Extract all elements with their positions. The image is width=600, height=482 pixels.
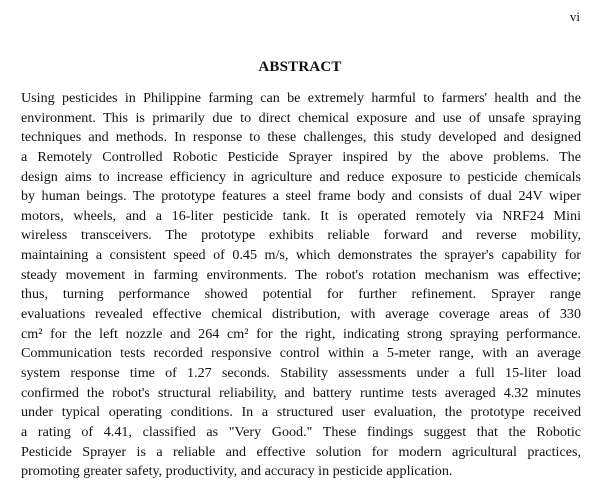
abstract-line: motors, wheels, and a 16-liter pesticide tank. It is operated remotely via NRF24 Mini — [21, 207, 581, 224]
abstract-line: Using pesticides in Philippine farming can be extremely harmful to farmers' health and the — [21, 90, 581, 106]
abstract-line: wireless transceivers. The prototype exhibits reliable forward and reverse mobility, — [21, 227, 581, 244]
abstract-line: a rating of 4.41, classified as "Very Good." These findings suggest that the Robotic — [21, 423, 581, 440]
abstract-line: maintaining a consistent speed of 0.45 m/s, which demonstrates the sprayer's capability for — [21, 247, 581, 264]
page-number: vi — [569, 9, 580, 24]
abstract-line: evaluations revealed effective chemical distribution, with average coverage areas of 330 — [21, 306, 581, 323]
abstract-line: Communication tests recorded responsive control within a 5-meter range, with an average — [21, 345, 581, 362]
abstract-line: by human beings. The prototype features a steel frame body and consists of dual 24V wiper — [21, 188, 581, 205]
abstract-line: steady movement in farming environments. The robot's rotation mechanism was effective; — [21, 266, 581, 283]
abstract-line: under typical operating conditions. In a structured user evaluation, the prototype received — [21, 404, 581, 421]
abstract-line: techniques and methods. In response to these challenges, this study developed and designed — [21, 129, 581, 146]
abstract-line: design aims to increase efficiency in agriculture and reduce exposure to pesticide chemicals — [21, 168, 581, 185]
abstract-line: promoting greater safety, productivity, and accuracy in pesticide application. — [21, 463, 453, 480]
abstract-body — [21, 89, 581, 482]
abstract-line: cm² for the left nozzle and 264 cm² for the right, indicating strong spraying performance. — [21, 325, 581, 342]
abstract-line: thus, turning performance showed potential for further refinement. Sprayer range — [21, 286, 581, 303]
abstract-line: a Remotely Controlled Robotic Pesticide Sprayer inspired by the above problems. The — [21, 148, 581, 165]
abstract-line: system response time of 1.27 seconds. Stability assessments under a full 15-liter load — [21, 364, 581, 381]
abstract-line: Pesticide Sprayer is a reliable and effective solution for modern agricultural practices, — [21, 443, 581, 460]
abstract-line: confirmed the robot's structural reliability, and battery runtime tests averaged 4.32 minutes — [21, 384, 581, 401]
abstract-heading: ABSTRACT — [258, 59, 342, 75]
abstract-line: environment. This is primarily due to direct chemical exposure and use of unsafe spraying — [21, 109, 581, 126]
